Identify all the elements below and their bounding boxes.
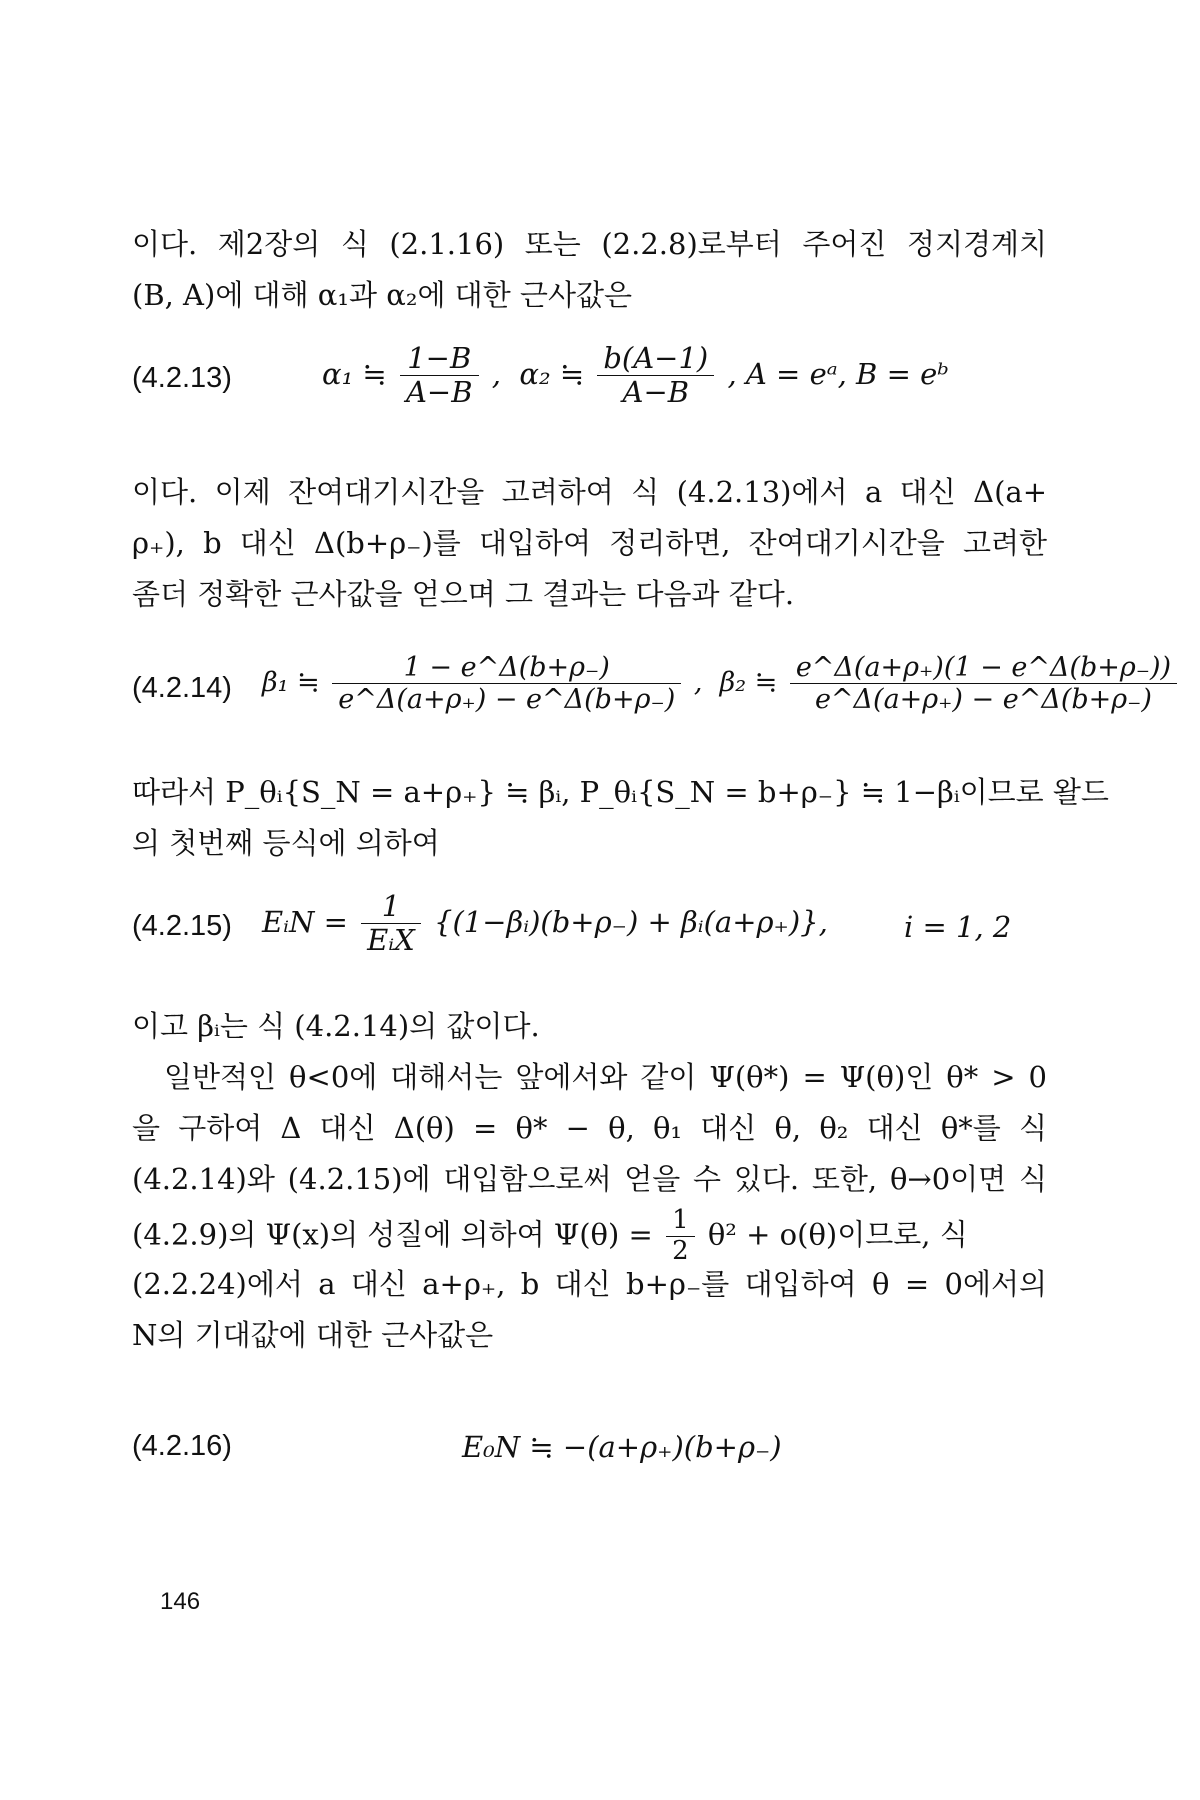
paragraph-4 <box>132 1009 1047 1352</box>
equation-number: (4.2.16) <box>132 1430 232 1462</box>
fraction-denominator: e^Δ(a+ρ₊) − e^Δ(b+ρ₋) <box>814 684 1152 716</box>
equation-body <box>262 652 1181 715</box>
equation-number: (4.2.13) <box>132 362 232 394</box>
equation-lhs-beta2: β₂ ≒ <box>719 667 778 699</box>
paragraph-2-line-2: ρ₊), b 대신 Δ(b+ρ₋)를 대입하여 정리하면, 잔여대기시간을 고려한 <box>132 526 1047 560</box>
paragraph-2 <box>132 475 1047 611</box>
fraction-alpha1 <box>400 342 479 410</box>
equation-rhs: {(1−βᵢ)(b+ρ₋) + βᵢ(a+ρ₊)}, <box>434 904 828 939</box>
fraction-alpha2 <box>597 342 714 410</box>
paragraph-1-line-1: 이다. 제2장의 식 (2.1.16) 또는 (2.2.8)로부터 주어진 정지경계치 <box>132 227 1047 261</box>
fraction-numerator: 1 <box>666 1206 695 1237</box>
page-number: 146 <box>160 1588 201 1615</box>
paragraph-4-line-1: 이고 βᵢ는 식 (4.2.14)의 값이다. <box>132 1009 540 1043</box>
paragraph-1 <box>132 227 1047 312</box>
equation-body: E₀N ≒ −(a+ρ₊)(b+ρ₋) <box>462 1430 782 1464</box>
paragraph-4-line-5 <box>132 1205 1047 1266</box>
fraction-numerator: 1 <box>361 890 421 924</box>
fraction-beta1 <box>332 652 681 715</box>
fraction-numerator: b(A−1) <box>597 342 714 376</box>
paragraph-3-line-1: 따라서 P_θᵢ{S_N = a+ρ₊} ≒ βᵢ, P_θᵢ{S_N = b+ρ₋} ≒ 1−βᵢ이므로 왈드 <box>132 775 1109 809</box>
fraction-beta2 <box>790 652 1177 715</box>
fraction-denominator: A−B <box>405 375 473 410</box>
paragraph-1-line-2: (B, A)에 대해 α₁과 α₂에 대한 근사값은 <box>132 278 632 312</box>
paragraph-4-line-4: (4.2.14)와 (4.2.15)에 대입함으로써 얻을 수 있다. 또한, θ→0이면 식 <box>132 1162 1047 1196</box>
paragraph-4-line-2: 일반적인 θ<0에 대해서는 앞에서와 같이 Ψ(θ*) = Ψ(θ)인 θ* > 0 <box>164 1060 1047 1094</box>
equation-separator: , <box>491 356 501 391</box>
equation-rest: , A = eᵃ, B = eᵇ <box>727 356 949 391</box>
paragraph-3-line-2: 의 첫번째 등식에 의하여 <box>132 826 440 860</box>
paragraph-4-line-5-end: θ² + o(θ)이므로, 식 <box>707 1217 968 1252</box>
equation-lhs-beta1: β₁ ≒ <box>262 667 320 699</box>
fraction-denominator: e^Δ(a+ρ₊) − e^Δ(b+ρ₋) <box>338 684 676 716</box>
fraction-reciprocal <box>361 890 421 958</box>
equation-number: (4.2.15) <box>132 910 232 942</box>
equation-4-2-16 <box>132 1430 1092 1510</box>
equation-4-2-14 <box>132 652 1172 732</box>
fraction-denominator: 2 <box>672 1235 689 1266</box>
equation-condition: i = 1, 2 <box>904 910 1012 944</box>
equation-separator: , <box>693 667 703 699</box>
equation-number: (4.2.14) <box>132 672 232 704</box>
equation-4-2-13 <box>132 342 1092 422</box>
paragraph-4-line-5-start: (4.2.9)의 Ψ(x)의 성질에 의하여 Ψ(θ) = <box>132 1217 653 1252</box>
fraction-one-half <box>666 1206 695 1267</box>
fraction-numerator: 1−B <box>400 342 479 376</box>
paragraph-2-line-3: 좀더 정확한 근사값을 얻으며 그 결과는 다음과 같다. <box>132 577 795 611</box>
equation-body <box>322 342 949 410</box>
paragraph-2-line-1: 이다. 이제 잔여대기시간을 고려하여 식 (4.2.13)에서 a 대신 Δ(a+ <box>132 475 1047 509</box>
paragraph-4-line-3: 을 구하여 Δ 대신 Δ(θ) = θ* − θ, θ₁ 대신 θ, θ₂ 대신 θ*를 식 <box>132 1111 1047 1145</box>
equation-lhs-alpha2: α₂ ≒ <box>519 356 585 391</box>
equation-lhs-alpha1: α₁ ≒ <box>322 356 387 391</box>
paragraph-4-line-6: (2.2.24)에서 a 대신 a+ρ₊, b 대신 b+ρ₋를 대입하여 θ = 0에서의 <box>132 1267 1047 1301</box>
fraction-denominator: A−B <box>622 375 690 410</box>
equation-4-2-15 <box>132 890 1092 970</box>
fraction-denominator: EᵢX <box>367 923 415 958</box>
paragraph-3 <box>132 775 1109 860</box>
fraction-numerator: e^Δ(a+ρ₊)(1 − e^Δ(b+ρ₋)) <box>790 652 1177 684</box>
equation-body <box>262 890 828 958</box>
paragraph-4-line-7: N의 기대값에 대한 근사값은 <box>132 1318 494 1352</box>
equation-lhs: EᵢN = <box>262 904 348 939</box>
fraction-numerator: 1 − e^Δ(b+ρ₋) <box>332 652 681 684</box>
